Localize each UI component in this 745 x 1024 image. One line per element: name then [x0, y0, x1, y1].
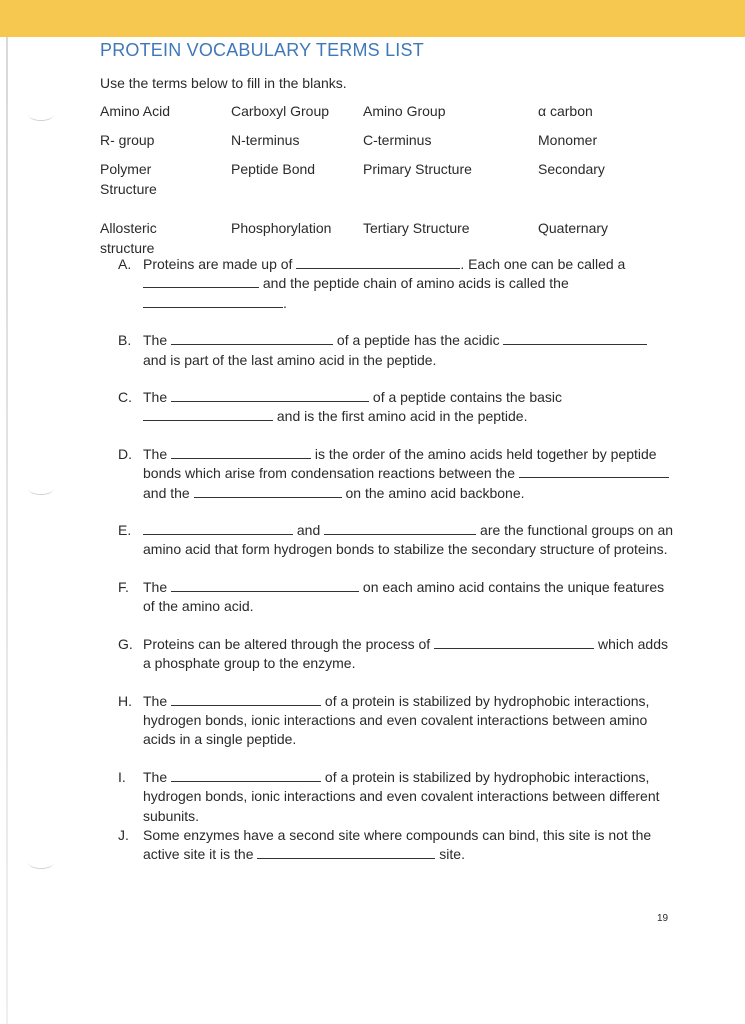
question-text: and [293, 522, 325, 539]
question-letter: E. [118, 522, 132, 539]
question-text: which adds a phosphate group to the enzyme. [143, 635, 669, 672]
answer-blank[interactable] [171, 768, 321, 782]
answer-blank[interactable] [296, 255, 460, 269]
page-title: PROTEIN VOCABULARY TERMS LIST [100, 40, 424, 60]
question-letter: B. [118, 332, 132, 349]
answer-blank[interactable] [143, 274, 259, 288]
question-text: Some enzymes have a second site where compounds can bind, this site is not the active site it is the [143, 826, 652, 863]
question-letter: G. [118, 635, 133, 652]
question-text: and the [143, 484, 194, 501]
question-text: and is the first amino acid in the peptide. [273, 408, 528, 425]
vocabulary-terms-grid [100, 101, 700, 258]
term: Allosteric structure [100, 220, 157, 256]
question-letter: C. [118, 389, 132, 406]
question-text: The [143, 332, 172, 349]
term: C-terminus [363, 132, 432, 148]
question-h [118, 692, 678, 750]
question-text: of a protein is stabilized by hydrophobic interactions, hydrogen bonds, ionic interactions and even covalent interactions between different subunits. [143, 768, 660, 824]
question-i [118, 768, 678, 826]
answer-blank[interactable] [143, 294, 283, 308]
question-text: on the amino acid backbone. [341, 484, 525, 501]
question-e [118, 521, 678, 560]
answer-blank[interactable] [171, 388, 369, 402]
question-text: are the functional groups on an amino acid that form hydrogen bonds to stabilize the secondary structure of proteins. [143, 522, 674, 558]
answer-blank[interactable] [324, 521, 476, 535]
term: Primary Structure [363, 161, 472, 177]
term: R- group [100, 132, 155, 148]
question-text: is the order of the amino acids held together by peptide bonds which arise from condensation reactions between the [143, 445, 657, 482]
question-g [118, 635, 678, 674]
question-letter: J. [118, 826, 129, 843]
question-text: Proteins can be altered through the process of [143, 635, 435, 652]
answer-blank[interactable] [519, 464, 669, 478]
question-text: The [143, 578, 172, 595]
question-a [118, 255, 678, 313]
question-text: Proteins are made up of [143, 256, 297, 272]
question-text: The [143, 692, 172, 709]
question-b [118, 331, 678, 370]
questions-list [118, 255, 678, 865]
question-text: site. [435, 846, 465, 863]
answer-blank[interactable] [171, 692, 321, 706]
term: Amino Acid [100, 103, 171, 119]
term: Monomer [538, 132, 598, 148]
question-text: The [143, 389, 172, 406]
answer-blank[interactable] [194, 484, 342, 498]
term: Tertiary Structure [363, 220, 470, 236]
question-letter: H. [118, 692, 132, 709]
term: Carboxyl Group [231, 103, 330, 119]
term: Peptide Bond [231, 161, 316, 177]
question-text: on each amino acid contains the unique features of the amino acid. [143, 578, 665, 615]
instructions: Use the terms below to fill in the blanks. [100, 75, 347, 91]
page-number: 19 [657, 913, 669, 924]
question-text: The [143, 768, 172, 785]
page-edge [6, 37, 8, 1024]
answer-blank[interactable] [503, 331, 647, 345]
question-text: of a protein is stabilized by hydrophobic interactions, hydrogen bonds, ionic interactions and even covalent interactions between amino acids in a single peptide. [143, 692, 650, 748]
question-letter: F. [118, 578, 129, 595]
punch-hole-mark [28, 856, 54, 869]
answer-blank[interactable] [171, 578, 359, 592]
answer-blank[interactable] [171, 331, 333, 345]
top-color-band [0, 0, 745, 37]
question-d [118, 445, 678, 503]
term: α carbon [538, 103, 593, 119]
question-text: . [283, 294, 287, 311]
term: Polymer Structure [100, 161, 157, 197]
question-text: and the peptide chain of amino acids is called the [259, 275, 569, 292]
question-f [118, 578, 678, 617]
question-j [118, 826, 678, 865]
answer-blank[interactable] [434, 635, 594, 649]
answer-blank[interactable] [143, 521, 293, 535]
question-text: and is part of the last amino acid in the peptide. [143, 351, 437, 368]
answer-blank[interactable] [257, 845, 435, 859]
question-letter: I. [118, 768, 126, 785]
question-text: of a peptide contains the basic [369, 389, 563, 406]
punch-hole-mark [28, 108, 54, 121]
question-text: of a peptide has the acidic [333, 332, 504, 349]
term: N-terminus [231, 132, 300, 148]
question-letter: D. [118, 445, 132, 462]
term: Quaternary [538, 220, 609, 236]
term: Phosphorylation [231, 220, 332, 236]
question-c [118, 388, 678, 427]
term: Secondary [538, 161, 605, 177]
term: Amino Group [363, 103, 446, 119]
answer-blank[interactable] [143, 407, 273, 421]
question-text: The [143, 445, 172, 462]
punch-hole-mark [28, 482, 54, 495]
answer-blank[interactable] [171, 445, 311, 459]
question-letter: A. [118, 256, 132, 272]
question-text: . Each one can be called a [460, 256, 626, 272]
